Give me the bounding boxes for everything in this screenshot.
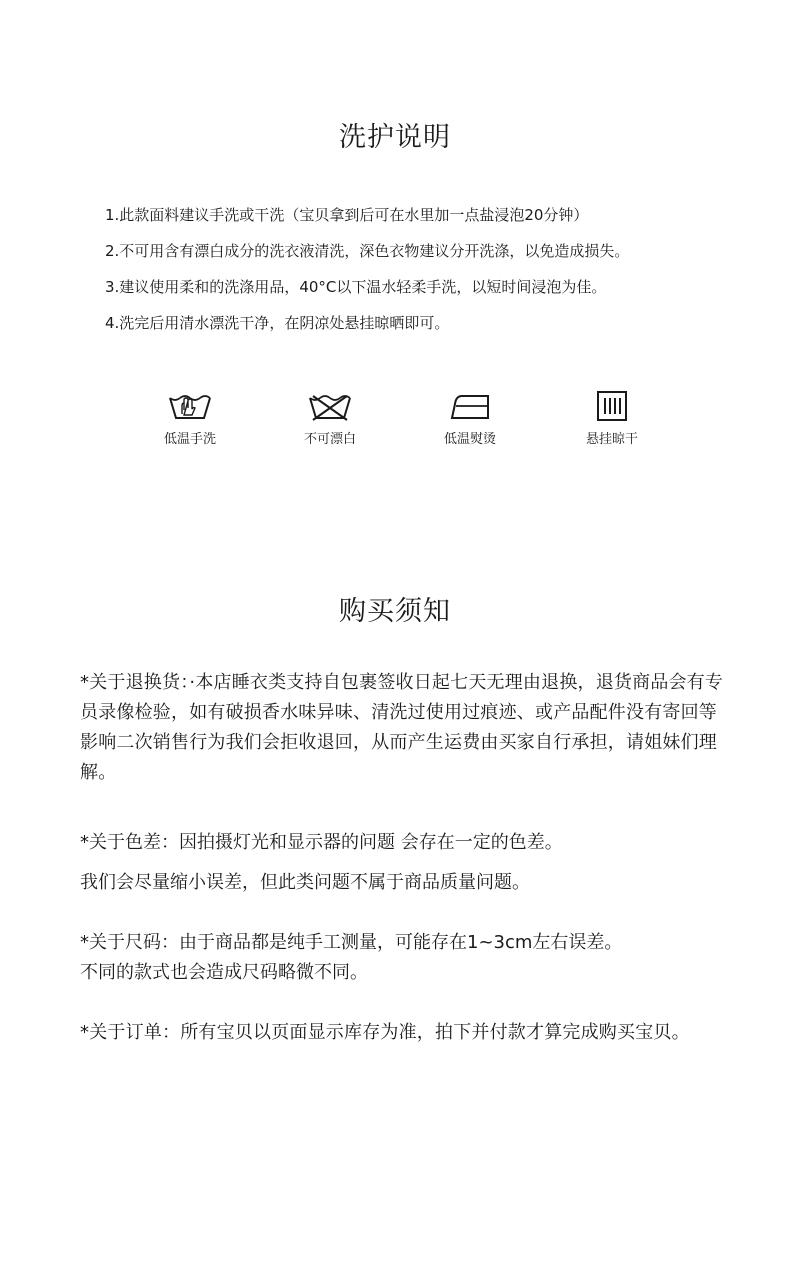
color-text-1: *关于色差：因拍摄灯光和显示器的问题 会存在一定的色差。 <box>80 832 563 853</box>
purchase-notice-title: 购买须知 <box>339 596 451 627</box>
low-iron-icon <box>447 390 493 422</box>
color-notice <box>80 828 730 898</box>
returns-text: *关于退换货：·本店睡衣类支持自包裹签收日起七天无理由退换，退货商品会有专员录像检验，如有破损香水味异味、清洗过使用过痕迹、或产品配件没有寄回等影响二次销售行为我们会拒收退回，从而产生运费由买家自行承担，请姐妹们理解。 <box>80 672 724 783</box>
care-symbol-hand-wash <box>140 390 240 448</box>
care-symbol-label: 低温熨烫 <box>443 432 496 447</box>
color-text-2: 我们会尽量缩小误差，但此类问题不属于商品质量问题。 <box>80 872 530 893</box>
hand-wash-icon <box>167 390 213 422</box>
size-text-2: 不同的款式也会造成尺码略微不同。 <box>80 962 368 983</box>
care-item: 4.洗完后用清水漂洗干净，在阴凉处悬挂晾晒即可。 <box>105 314 450 332</box>
no-bleach-icon <box>307 390 353 422</box>
care-symbol-label: 不可漂白 <box>303 432 356 447</box>
care-symbol-label: 悬挂晾干 <box>585 432 638 447</box>
care-symbols <box>0 390 790 460</box>
care-symbol-label: 低温手洗 <box>163 432 216 447</box>
size-text-1: *关于尺码：由于商品都是纯手工测量，可能存在1~3cm左右误差。 <box>80 932 623 953</box>
care-title: 洗护说明 <box>339 122 451 153</box>
care-item: 2.不可用含有漂白成分的洗衣液清洗，深色衣物建议分开洗涤，以免造成损失。 <box>105 242 630 260</box>
order-text: *关于订单：所有宝贝以页面显示库存为准，拍下并付款才算完成购买宝贝。 <box>80 1022 690 1043</box>
care-symbol-hang-dry <box>562 390 662 448</box>
hang-dry-icon <box>589 390 635 422</box>
care-item: 1.此款面料建议手洗或干洗（宝贝拿到后可在水里加一点盐浸泡20分钟） <box>105 206 589 224</box>
care-item: 3.建议使用柔和的洗涤用品，40°C以下温水轻柔手洗，以短时间浸泡为佳。 <box>105 278 607 296</box>
returns-notice <box>80 668 730 788</box>
size-notice <box>80 928 730 988</box>
care-symbol-no-bleach <box>280 390 380 448</box>
care-instructions-list <box>105 205 745 349</box>
order-notice <box>80 1018 730 1048</box>
care-symbol-low-iron <box>420 390 520 448</box>
